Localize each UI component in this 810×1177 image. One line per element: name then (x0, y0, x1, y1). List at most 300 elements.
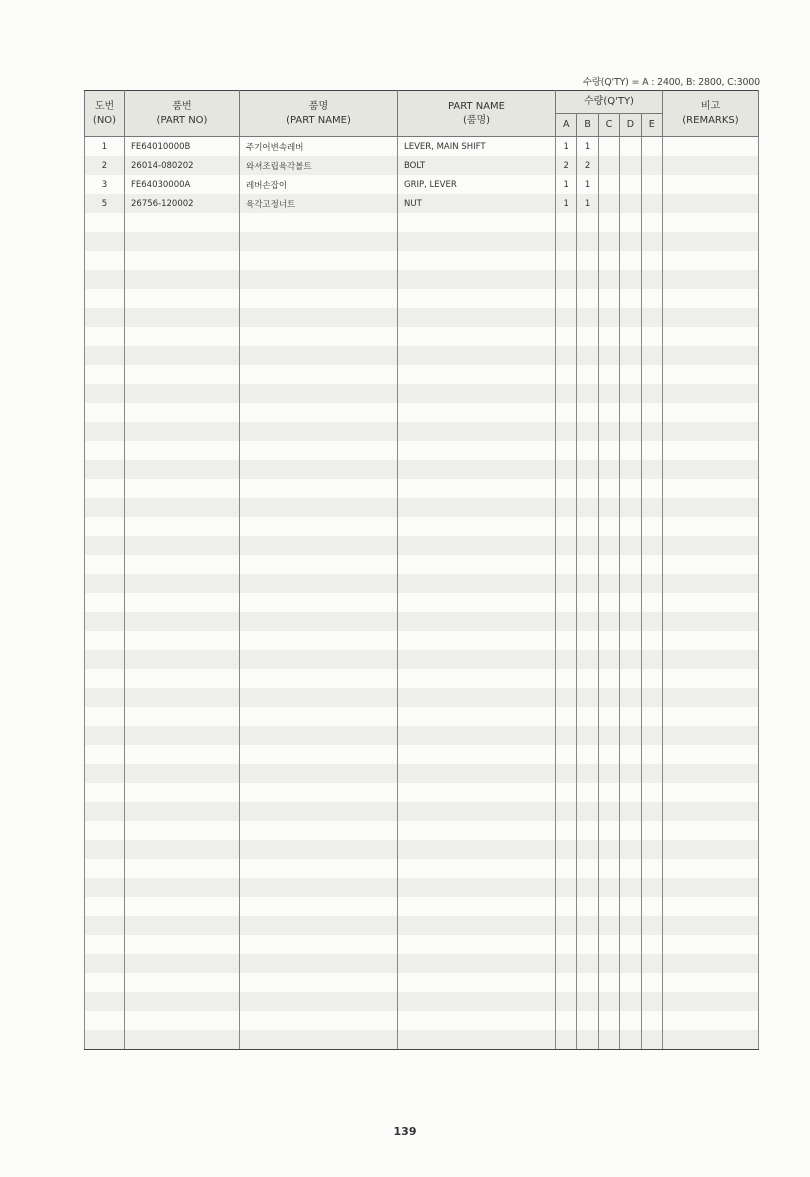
empty-cell (641, 764, 662, 783)
empty-cell (556, 536, 577, 555)
empty-cell (556, 631, 577, 650)
empty-row (85, 878, 759, 897)
empty-cell (240, 384, 398, 403)
empty-cell (398, 251, 556, 270)
empty-cell (125, 992, 240, 1011)
empty-cell (398, 802, 556, 821)
cell-qty-e (641, 194, 662, 213)
empty-cell (598, 840, 619, 859)
empty-cell (85, 536, 125, 555)
empty-cell (240, 498, 398, 517)
empty-cell (577, 650, 598, 669)
empty-cell (85, 669, 125, 688)
empty-cell (85, 973, 125, 992)
empty-row (85, 574, 759, 593)
empty-cell (598, 992, 619, 1011)
empty-cell (641, 346, 662, 365)
empty-cell (598, 612, 619, 631)
empty-cell (662, 346, 758, 365)
empty-row (85, 593, 759, 612)
empty-cell (662, 213, 758, 232)
cell-part-no: FE64030000A (125, 175, 240, 194)
empty-cell (577, 1030, 598, 1050)
empty-cell (398, 498, 556, 517)
empty-row (85, 745, 759, 764)
header-qty-d: D (620, 114, 641, 137)
empty-row (85, 460, 759, 479)
header-eng-name: PART NAME (447, 100, 505, 112)
empty-row (85, 840, 759, 859)
empty-cell (620, 346, 641, 365)
cell-remarks (662, 194, 758, 213)
empty-cell (598, 403, 619, 422)
empty-cell (662, 897, 758, 916)
empty-cell (662, 916, 758, 935)
empty-cell (620, 631, 641, 650)
header-qty-c: C (598, 114, 619, 137)
empty-cell (641, 973, 662, 992)
table-body (85, 137, 759, 1050)
empty-cell (641, 897, 662, 916)
empty-cell (240, 669, 398, 688)
header-part-name-en (398, 91, 556, 137)
empty-cell (556, 650, 577, 669)
empty-cell (577, 973, 598, 992)
empty-cell (577, 612, 598, 631)
cell-qty-b: 1 (577, 194, 598, 213)
empty-cell (577, 840, 598, 859)
empty-row (85, 764, 759, 783)
empty-cell (598, 726, 619, 745)
empty-cell (641, 308, 662, 327)
empty-cell (125, 270, 240, 289)
empty-cell (620, 992, 641, 1011)
empty-cell (125, 517, 240, 536)
empty-cell (641, 631, 662, 650)
empty-cell (598, 631, 619, 650)
empty-cell (662, 460, 758, 479)
empty-cell (398, 213, 556, 232)
empty-cell (240, 251, 398, 270)
empty-cell (598, 916, 619, 935)
empty-cell (85, 232, 125, 251)
empty-cell (641, 783, 662, 802)
empty-cell (240, 783, 398, 802)
empty-row (85, 783, 759, 802)
header-eng-name-kr: (품명) (462, 114, 491, 126)
empty-row (85, 384, 759, 403)
empty-cell (240, 308, 398, 327)
empty-cell (125, 878, 240, 897)
empty-cell (125, 232, 240, 251)
empty-cell (240, 289, 398, 308)
empty-cell (240, 878, 398, 897)
empty-cell (125, 327, 240, 346)
empty-cell (85, 992, 125, 1011)
empty-cell (577, 422, 598, 441)
empty-cell (556, 688, 577, 707)
empty-cell (85, 726, 125, 745)
empty-cell (577, 878, 598, 897)
cell-no: 1 (85, 137, 125, 157)
empty-cell (85, 802, 125, 821)
empty-cell (641, 1030, 662, 1050)
empty-cell (641, 213, 662, 232)
empty-cell (641, 650, 662, 669)
empty-cell (85, 764, 125, 783)
header-part-name-kr-label: 품명 (308, 100, 329, 112)
empty-cell (641, 403, 662, 422)
table-row (85, 194, 759, 213)
empty-cell (620, 289, 641, 308)
empty-cell (85, 251, 125, 270)
cell-qty-c (598, 156, 619, 175)
empty-cell (85, 935, 125, 954)
empty-cell (240, 897, 398, 916)
empty-cell (556, 479, 577, 498)
empty-cell (125, 650, 240, 669)
empty-cell (577, 289, 598, 308)
empty-cell (577, 821, 598, 840)
empty-cell (398, 992, 556, 1011)
empty-cell (85, 441, 125, 460)
cell-qty-e (641, 137, 662, 157)
empty-cell (240, 365, 398, 384)
empty-cell (641, 384, 662, 403)
header-remarks-kr: 비고 (700, 100, 721, 112)
empty-cell (577, 992, 598, 1011)
empty-cell (641, 498, 662, 517)
empty-cell (85, 897, 125, 916)
empty-cell (577, 802, 598, 821)
empty-cell (577, 593, 598, 612)
empty-cell (85, 612, 125, 631)
empty-cell (85, 270, 125, 289)
empty-cell (577, 1011, 598, 1030)
empty-cell (125, 707, 240, 726)
empty-cell (620, 821, 641, 840)
empty-cell (641, 289, 662, 308)
empty-cell (125, 916, 240, 935)
cell-no: 5 (85, 194, 125, 213)
empty-cell (125, 612, 240, 631)
empty-cell (641, 327, 662, 346)
empty-cell (240, 612, 398, 631)
empty-cell (662, 251, 758, 270)
empty-cell (577, 631, 598, 650)
empty-cell (662, 745, 758, 764)
header-part-no-en: (PART NO) (156, 114, 208, 126)
empty-cell (556, 384, 577, 403)
empty-cell (556, 327, 577, 346)
empty-cell (662, 327, 758, 346)
empty-row (85, 289, 759, 308)
cell-qty-a: 2 (556, 156, 577, 175)
empty-cell (620, 859, 641, 878)
empty-cell (125, 213, 240, 232)
empty-row (85, 802, 759, 821)
empty-cell (398, 783, 556, 802)
empty-cell (556, 1011, 577, 1030)
empty-cell (125, 422, 240, 441)
empty-cell (398, 821, 556, 840)
empty-cell (556, 1030, 577, 1050)
empty-cell (556, 878, 577, 897)
empty-cell (85, 574, 125, 593)
empty-cell (398, 460, 556, 479)
empty-cell (641, 460, 662, 479)
empty-cell (577, 935, 598, 954)
empty-cell (641, 859, 662, 878)
empty-cell (85, 840, 125, 859)
empty-cell (556, 593, 577, 612)
empty-cell (125, 1011, 240, 1030)
empty-cell (125, 251, 240, 270)
empty-cell (577, 365, 598, 384)
empty-cell (662, 308, 758, 327)
empty-cell (85, 384, 125, 403)
empty-cell (398, 555, 556, 574)
empty-cell (125, 745, 240, 764)
empty-cell (598, 764, 619, 783)
empty-cell (398, 764, 556, 783)
empty-cell (577, 916, 598, 935)
empty-cell (85, 460, 125, 479)
empty-cell (556, 669, 577, 688)
empty-cell (556, 517, 577, 536)
empty-row (85, 308, 759, 327)
empty-cell (620, 574, 641, 593)
empty-cell (598, 973, 619, 992)
empty-cell (556, 935, 577, 954)
empty-cell (240, 346, 398, 365)
empty-cell (598, 745, 619, 764)
empty-cell (240, 631, 398, 650)
cell-part-name-kr: 육각고정너트 (240, 194, 398, 213)
empty-cell (641, 954, 662, 973)
empty-cell (398, 1011, 556, 1030)
header-remarks-en: (REMARKS) (682, 114, 739, 126)
empty-cell (85, 954, 125, 973)
empty-cell (240, 707, 398, 726)
empty-cell (641, 479, 662, 498)
empty-cell (125, 460, 240, 479)
empty-cell (125, 403, 240, 422)
empty-row (85, 612, 759, 631)
empty-cell (556, 992, 577, 1011)
header-no (85, 91, 125, 137)
empty-cell (125, 555, 240, 574)
empty-cell (598, 232, 619, 251)
empty-cell (641, 232, 662, 251)
empty-cell (125, 859, 240, 878)
empty-cell (598, 802, 619, 821)
cell-qty-b: 1 (577, 137, 598, 157)
empty-cell (125, 536, 240, 555)
empty-cell (577, 726, 598, 745)
empty-cell (125, 783, 240, 802)
empty-cell (598, 384, 619, 403)
empty-cell (577, 498, 598, 517)
empty-cell (620, 802, 641, 821)
empty-cell (598, 935, 619, 954)
empty-cell (598, 422, 619, 441)
empty-cell (398, 308, 556, 327)
empty-cell (125, 802, 240, 821)
empty-cell (620, 878, 641, 897)
empty-cell (85, 688, 125, 707)
empty-cell (125, 1030, 240, 1050)
empty-cell (620, 612, 641, 631)
empty-cell (240, 460, 398, 479)
empty-cell (662, 802, 758, 821)
empty-cell (662, 840, 758, 859)
empty-cell (577, 327, 598, 346)
empty-cell (556, 441, 577, 460)
empty-cell (641, 593, 662, 612)
parts-table (84, 90, 759, 1050)
empty-cell (641, 270, 662, 289)
empty-cell (556, 859, 577, 878)
empty-row (85, 935, 759, 954)
empty-cell (85, 555, 125, 574)
empty-cell (620, 365, 641, 384)
empty-cell (240, 840, 398, 859)
empty-cell (398, 517, 556, 536)
empty-cell (240, 802, 398, 821)
empty-cell (577, 384, 598, 403)
empty-cell (620, 555, 641, 574)
empty-row (85, 213, 759, 232)
empty-cell (662, 384, 758, 403)
cell-qty-b: 2 (577, 156, 598, 175)
empty-cell (125, 384, 240, 403)
empty-cell (125, 669, 240, 688)
empty-cell (620, 726, 641, 745)
empty-cell (240, 327, 398, 346)
empty-cell (577, 346, 598, 365)
empty-cell (598, 1030, 619, 1050)
empty-cell (556, 422, 577, 441)
empty-cell (662, 289, 758, 308)
empty-cell (662, 859, 758, 878)
empty-cell (577, 441, 598, 460)
empty-cell (125, 954, 240, 973)
empty-row (85, 897, 759, 916)
cell-qty-d (620, 137, 641, 157)
empty-cell (577, 536, 598, 555)
empty-cell (240, 650, 398, 669)
empty-cell (556, 954, 577, 973)
empty-cell (641, 745, 662, 764)
empty-cell (125, 631, 240, 650)
empty-cell (85, 403, 125, 422)
cell-qty-a: 1 (556, 194, 577, 213)
empty-cell (598, 270, 619, 289)
empty-cell (662, 650, 758, 669)
empty-cell (398, 289, 556, 308)
empty-cell (556, 232, 577, 251)
empty-cell (620, 783, 641, 802)
empty-cell (620, 1030, 641, 1050)
empty-cell (85, 517, 125, 536)
empty-cell (85, 745, 125, 764)
empty-cell (620, 327, 641, 346)
empty-cell (662, 517, 758, 536)
empty-cell (598, 859, 619, 878)
parts-table-container (84, 90, 759, 1050)
empty-cell (240, 821, 398, 840)
empty-cell (662, 878, 758, 897)
table-row (85, 175, 759, 194)
empty-cell (598, 517, 619, 536)
cell-part-no: 26014-080202 (125, 156, 240, 175)
empty-cell (641, 840, 662, 859)
empty-cell (620, 517, 641, 536)
empty-cell (85, 365, 125, 384)
cell-qty-e (641, 175, 662, 194)
empty-cell (85, 1011, 125, 1030)
empty-cell (662, 593, 758, 612)
empty-cell (598, 346, 619, 365)
cell-part-name-en: BOLT (398, 156, 556, 175)
empty-cell (85, 707, 125, 726)
empty-cell (662, 821, 758, 840)
empty-cell (577, 669, 598, 688)
empty-cell (641, 517, 662, 536)
empty-row (85, 498, 759, 517)
empty-cell (598, 821, 619, 840)
empty-cell (240, 726, 398, 745)
empty-cell (598, 574, 619, 593)
empty-row (85, 536, 759, 555)
cell-qty-a: 1 (556, 175, 577, 194)
empty-cell (85, 859, 125, 878)
empty-cell (398, 859, 556, 878)
empty-cell (556, 726, 577, 745)
empty-cell (662, 422, 758, 441)
empty-cell (85, 308, 125, 327)
empty-row (85, 346, 759, 365)
empty-cell (662, 973, 758, 992)
header-part-no (125, 91, 240, 137)
empty-cell (398, 441, 556, 460)
empty-cell (556, 270, 577, 289)
empty-row (85, 479, 759, 498)
table-header (85, 91, 759, 137)
empty-cell (598, 878, 619, 897)
table-row (85, 156, 759, 175)
empty-cell (641, 669, 662, 688)
empty-cell (662, 1011, 758, 1030)
empty-cell (577, 783, 598, 802)
empty-cell (240, 536, 398, 555)
empty-cell (125, 973, 240, 992)
empty-cell (85, 916, 125, 935)
empty-cell (556, 707, 577, 726)
empty-cell (85, 289, 125, 308)
empty-cell (85, 878, 125, 897)
empty-cell (620, 270, 641, 289)
empty-cell (577, 707, 598, 726)
empty-cell (125, 897, 240, 916)
empty-cell (662, 992, 758, 1011)
empty-cell (556, 612, 577, 631)
cell-qty-c (598, 175, 619, 194)
empty-cell (620, 669, 641, 688)
empty-cell (398, 536, 556, 555)
empty-cell (662, 764, 758, 783)
